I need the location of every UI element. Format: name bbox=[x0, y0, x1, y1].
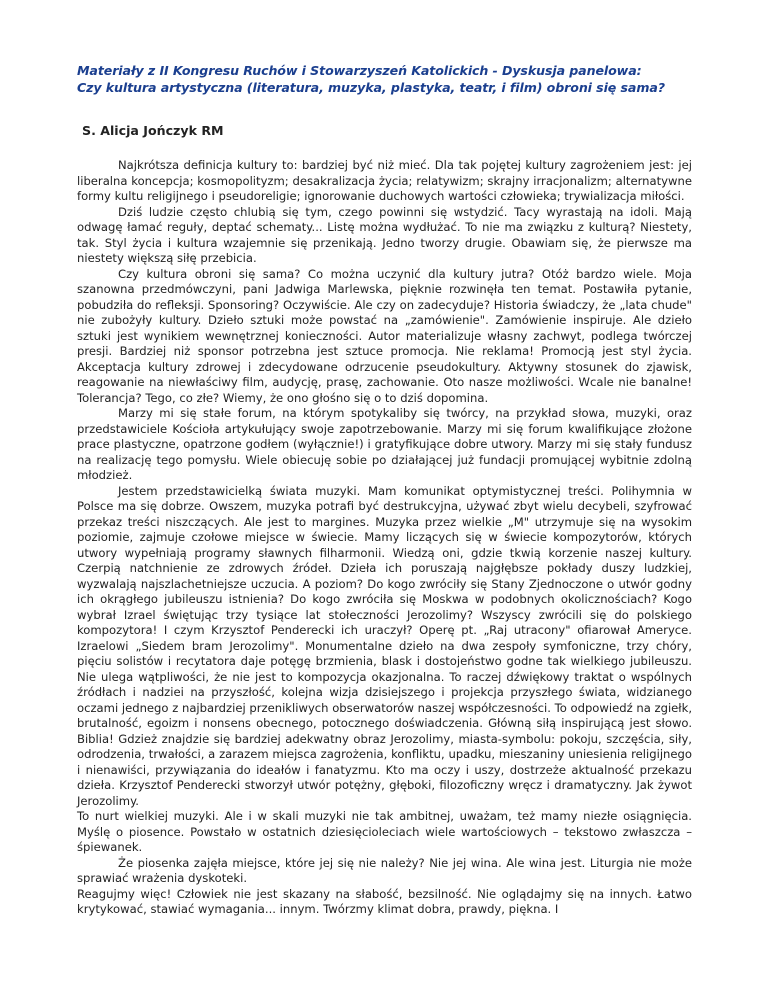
paragraph: Jestem przedstawicielką świata muzyki. Mam komunikat optymistycznej treści. Polihymnia w Polsce ma się dobrze. Owszem, muzyka potrafi być destrukcyjna, używać zbyt wielu decybeli, szyfrować przekaz treści niszczących. Ale jest to margines. Muzyka przez wielkie „M" utrzymuje się na wysokim poziomie, zajmuje czołowe miejsce w świecie. Mamy liczących się w świecie kompozytorów, których utwory wypełniają programy sławnych filharmonii. Wiedzą oni, gdzie tkwią korzenie naszej kultury. Czerpią natchnienie ze zdrowych źródeł. Dzieła ich poruszają najgłębsze pokłady duszy ludzkiej, wyzwalają najszlachetniejsze uczucia. A poziom? Do kogo zwróciły się Stany Zjednoczone o utwór godny ich okrągłego jubileuszu istnienia? Do kogo zwróciła się Moskwa w podobnych okolicznościach? Kogo wybrał Izrael świętując trzy tysiące lat stołeczności Jerozolimy? Wszyscy zwrócili się do polskiego kompozytora! I czym Krzysztof Penderecki ich uraczył? Operę pt. „Raj utracony" ofiarował Ameryce. Izraelowi „Siedem bram Jerozolimy". Monumentalne dzieło na dwa zespoły symfoniczne, trzy chóry, pięciu solistów i recytatora daje potęgę brzmienia, blask i dostojeństwo godne tak wielkiego jubileuszu. Nie ulega wątpliwości, że nie jest to kompozycja okazjonalna. To raczej dźwiękowy traktat o wspólnych źródłach i nadziei na przyszłość, kolejna wizja dzisiejszego i projekcja przyszłego świata, widzianego oczami jednego z najbardziej przenikliwych obserwatorów naszej współczesności. To odpowiedź na zgiełk, brutalność, egoizm i nonsens obecnego, potocznego doświadczenia. Główną siłą inspirującą jest słowo. Biblia! Gdzież znajdzie się bardziej adekwatny obraz Jerozolimy, miasta-symbolu: pokoju, szczęścia, siły, odrodzenia, trwałości, a zarazem miejsca zagrożenia, konfliktu, upadku, mieszaniny uniesienia religijnego i nienawiści, przywiązania do ideałów i fanatyzmu. Kto ma oczy i uszy, dostrzeże aktualność przekazu dzieła. Krzysztof Penderecki stworzył utwór potężny, głęboki, filozoficzny wręcz i dramatyczny. Jak żywot Jerozolimy. bbox=[77, 483, 692, 808]
document-page bbox=[77, 62, 692, 918]
paragraph: Że piosenka zajęła miejsce, które jej się nie należy? Nie jej wina. Ale wina jest. Liturgia nie może sprawiać wrażenia dyskoteki. bbox=[77, 855, 692, 885]
paragraph: Marzy mi się stałe forum, na którym spotykaliby się twórcy, na przykład słowa, muzyki, oraz przedstawiciele Kościoła artykułujący swoje zapotrzebowanie. Marzy mi się forum kwalifikujące złożone prace plastyczne, opatrzone godłem (wyłącznie!) i gratyfikujące dobre utwory. Marzy mi się stały fundusz na realizację tego pomysłu. Wiele obiecuję sobie po działającej już fundacji promującej wybitnie zdolną młodzież. bbox=[77, 406, 692, 482]
author-name: S. Alicja Jończyk RM bbox=[82, 123, 224, 138]
title-line-2: Czy kultura artystyczna (literatura, muzyka, plastyka, teatr, i film) obroni się sama? bbox=[77, 80, 665, 95]
title-line-1: Materiały z II Kongresu Ruchów i Stowarzyszeń Katolickich - Dyskusja panelowa: bbox=[77, 63, 642, 78]
paragraph: Czy kultura obroni się sama? Co można uczynić dla kultury jutra? Otóż bardzo wiele. Moja szanowna przedmówczyni, pani Jadwiga Marlewska, pięknie rozwinęła ten temat. Postawiła pytanie, pobudziła do refleksji. Sponsoring? Oczywiście. Ale czy on zadecyduje? Historia świadczy, że „lata chude" nie zubożyły kultury. Dzieło sztuki może powstać na „zamówienie". Zamówienie inspiruje. Ale dzieło sztuki jest wynikiem wewnętrznej konieczności. Autor materializuje własny zachwyt, podlega twórczej presji. Bardziej niż sponsor potrzebna jest sztuce promocja. Nie reklama! Promocją jest styl życia. Akceptacja kultury zdrowej i zdecydowane odrzucenie pseudokultury. Aktywny stosunek do zjawisk, reagowanie na niewłaściwy film, audycję, prasę, zachowanie. Oto nasze możliwości. Wcale nie banalne! Tolerancja? Tego, co złe? Wiemy, że ono głośno się o to dziś dopomina. bbox=[77, 266, 692, 405]
document-title bbox=[77, 62, 692, 96]
paragraph: Najkrótsza definicja kultury to: bardziej być niż mieć. Dla tak pojętej kultury zagrożeniem jest: jej liberalna koncepcja; kosmopolityzm; desakralizacja życia; relatywizm; skrajny irracjonalizm; alternatywne formy kultu religijnego i pseudoreligie; ignorowanie duchowych wartości człowieka; trywializacja miłości. bbox=[77, 158, 692, 203]
paragraph: Dziś ludzie często chlubią się tym, czego powinni się wstydzić. Tacy wyrastają na idoli. Mają odwagę łamać reguły, deptać schematy... Listę można wydłużać. To nie ma związku z kulturą? Niestety, tak. Styl życia i kultura wzajemnie się przenikają. Jedno tworzy drugie. Obawiam się, że pierwsze ma niestety większą siłę przebicia. bbox=[77, 204, 692, 265]
paragraph: To nurt wielkiej muzyki. Ale i w skali muzyki nie tak ambitnej, uważam, też mamy niezłe osiągnięcia. Myślę o piosence. Powstało w ostatnich dziesięcioleciach wiele wartościowych – tekstowo zwłaszcza – śpiewanek. bbox=[77, 809, 692, 854]
article-body bbox=[77, 158, 692, 918]
paragraph: Reagujmy więc! Człowiek nie jest skazany na słabość, bezsilność. Nie oglądajmy się na innych. Łatwo krytykować, stawiać wymagania... innym. Twórzmy klimat dobra, prawdy, piękna. I bbox=[77, 886, 692, 916]
